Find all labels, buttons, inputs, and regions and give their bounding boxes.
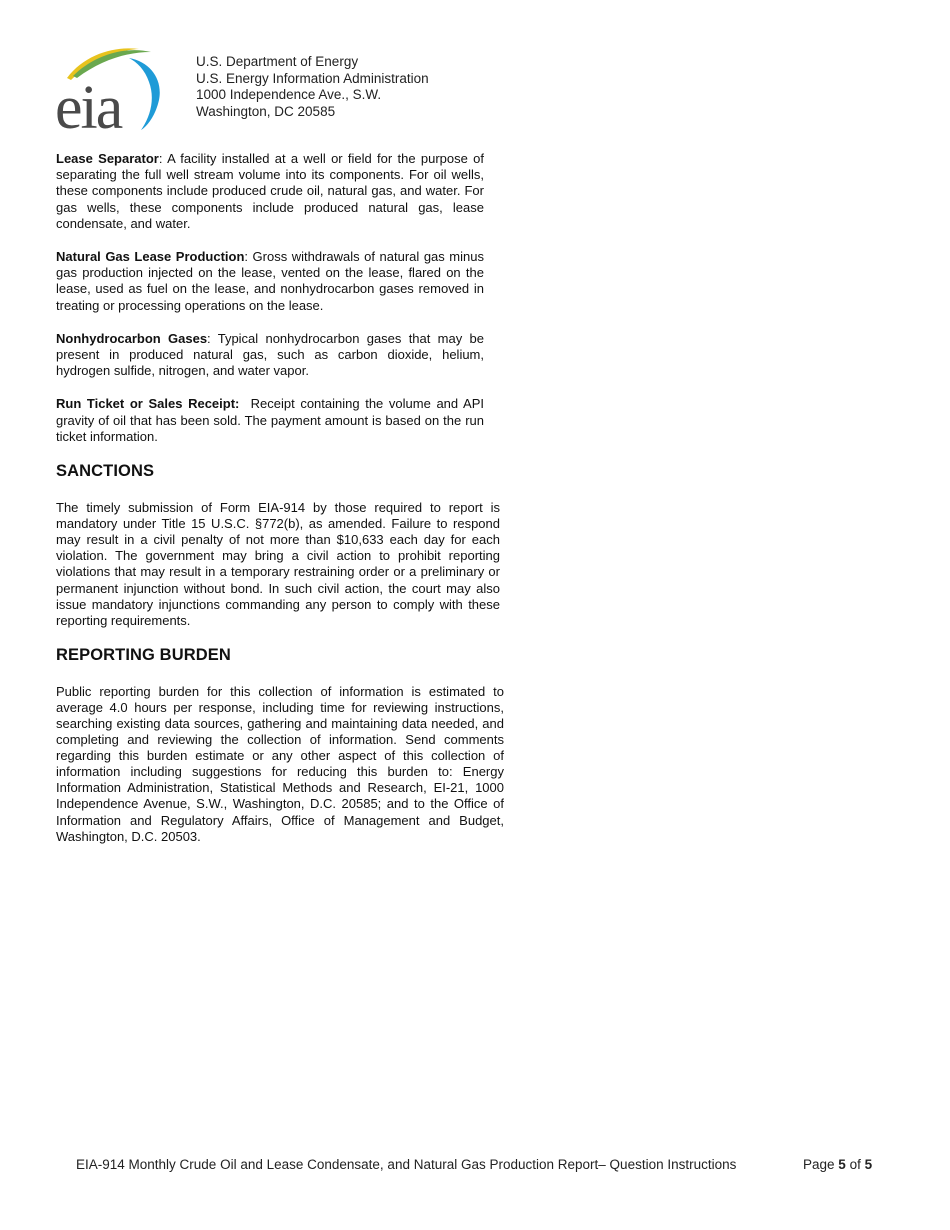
sanctions-paragraph: The timely submission of Form EIA-914 by those required to report is mandatory under Title 15 U.S.C. §772(b), as amended. Failure to respond may result in a civil penalty of not more than $10,633 each day for each violation. The government may bring a civil action to prohibit reporting violations that may result in a temporary restraining order or a preliminary or permanent injunction without bond. In such civil action, the court may also issue mandatory injunctions commanding any person to comply with these reporting requirements. xyxy=(56,500,500,628)
definition-lease-separator xyxy=(56,151,484,232)
page-total: 5 xyxy=(864,1157,873,1172)
section-title-sanctions: SANCTIONS xyxy=(56,462,155,481)
definition-text: Receipt containing the volume and API gravity of oil that has been sold. The payment amount is based on the run ticket information. xyxy=(56,396,484,444)
definition-separator: : xyxy=(207,330,218,346)
definition-term: Natural Gas Lease Production xyxy=(56,249,245,265)
definition-text: A facility installed at a well or field for the purpose of separating the full well stream volume into its components. For oil wells, these components include produced crude oil, natural gas, and water. For gas wells, these components include produced natural gas, lease condensate, and water. xyxy=(56,151,485,231)
definition-term: Run Ticket or Sales Receipt: xyxy=(56,396,240,412)
page-of: of xyxy=(849,1157,861,1172)
definition-natural-gas-lease-production xyxy=(56,249,484,314)
definition-term: Lease Separator xyxy=(56,151,159,166)
letterhead xyxy=(55,40,555,140)
eia-logo xyxy=(55,40,165,135)
definition-separator xyxy=(239,396,250,411)
reporting-burden-paragraph: Public reporting burden for this collection of information is estimated to average 4.0 hours per response, including time for reviewing instructions, searching existing data sources, gathering and maintaining data needed, and completing and reviewing the collection of information. Send comments regarding this burden estimate or any other aspect of this collection of information including suggestions for reducing this burden to: Energy Information Administration, Statistical Methods and Research, EI-21, 1000 Independence Avenue, S.W., Washington, D.C. 20585; and to the Office of Information and Regulatory Affairs, Office of Management and Budget, Washington, D.C. 20503. xyxy=(56,683,504,844)
page-word: Page xyxy=(803,1157,835,1172)
logo-text: eia xyxy=(55,74,122,135)
definition-separator: : xyxy=(244,249,253,265)
document-body xyxy=(56,151,504,861)
definition-separator: : xyxy=(158,151,168,166)
definition-run-ticket xyxy=(56,396,484,445)
footer-document-title: EIA-914 Monthly Crude Oil and Lease Condensate, and Natural Gas Production Report– Question Instructions xyxy=(76,1157,737,1172)
address-line: U.S. Energy Information Administration xyxy=(196,70,429,86)
definition-text: Gross withdrawals of natural gas minus gas production injected on the lease, vented on the lease, flared on the lease, used as fuel on the lease, and nonhydrocarbon gases removed in treating or processing operations on the lease. xyxy=(56,249,484,313)
definition-text: Typical nonhydrocarbon gases that may be present in produced natural gas, such as carbon dioxide, helium, hydrogen sulfide, nitrogen, and water vapor. xyxy=(56,330,484,379)
definition-nonhydrocarbon-gases xyxy=(56,331,484,380)
address-line: 1000 Independence Ave., S.W. xyxy=(196,87,382,102)
address-line: Washington, DC 20585 xyxy=(196,103,336,119)
page-current: 5 xyxy=(838,1157,846,1172)
section-title-reporting-burden: REPORTING BURDEN xyxy=(56,645,231,664)
address-line: U.S. Department of Energy xyxy=(196,54,359,69)
page-number xyxy=(803,1157,872,1172)
definition-term: Nonhydrocarbon Gases xyxy=(56,330,208,346)
address-block xyxy=(196,54,429,120)
logo-swoosh-blue xyxy=(129,58,160,130)
